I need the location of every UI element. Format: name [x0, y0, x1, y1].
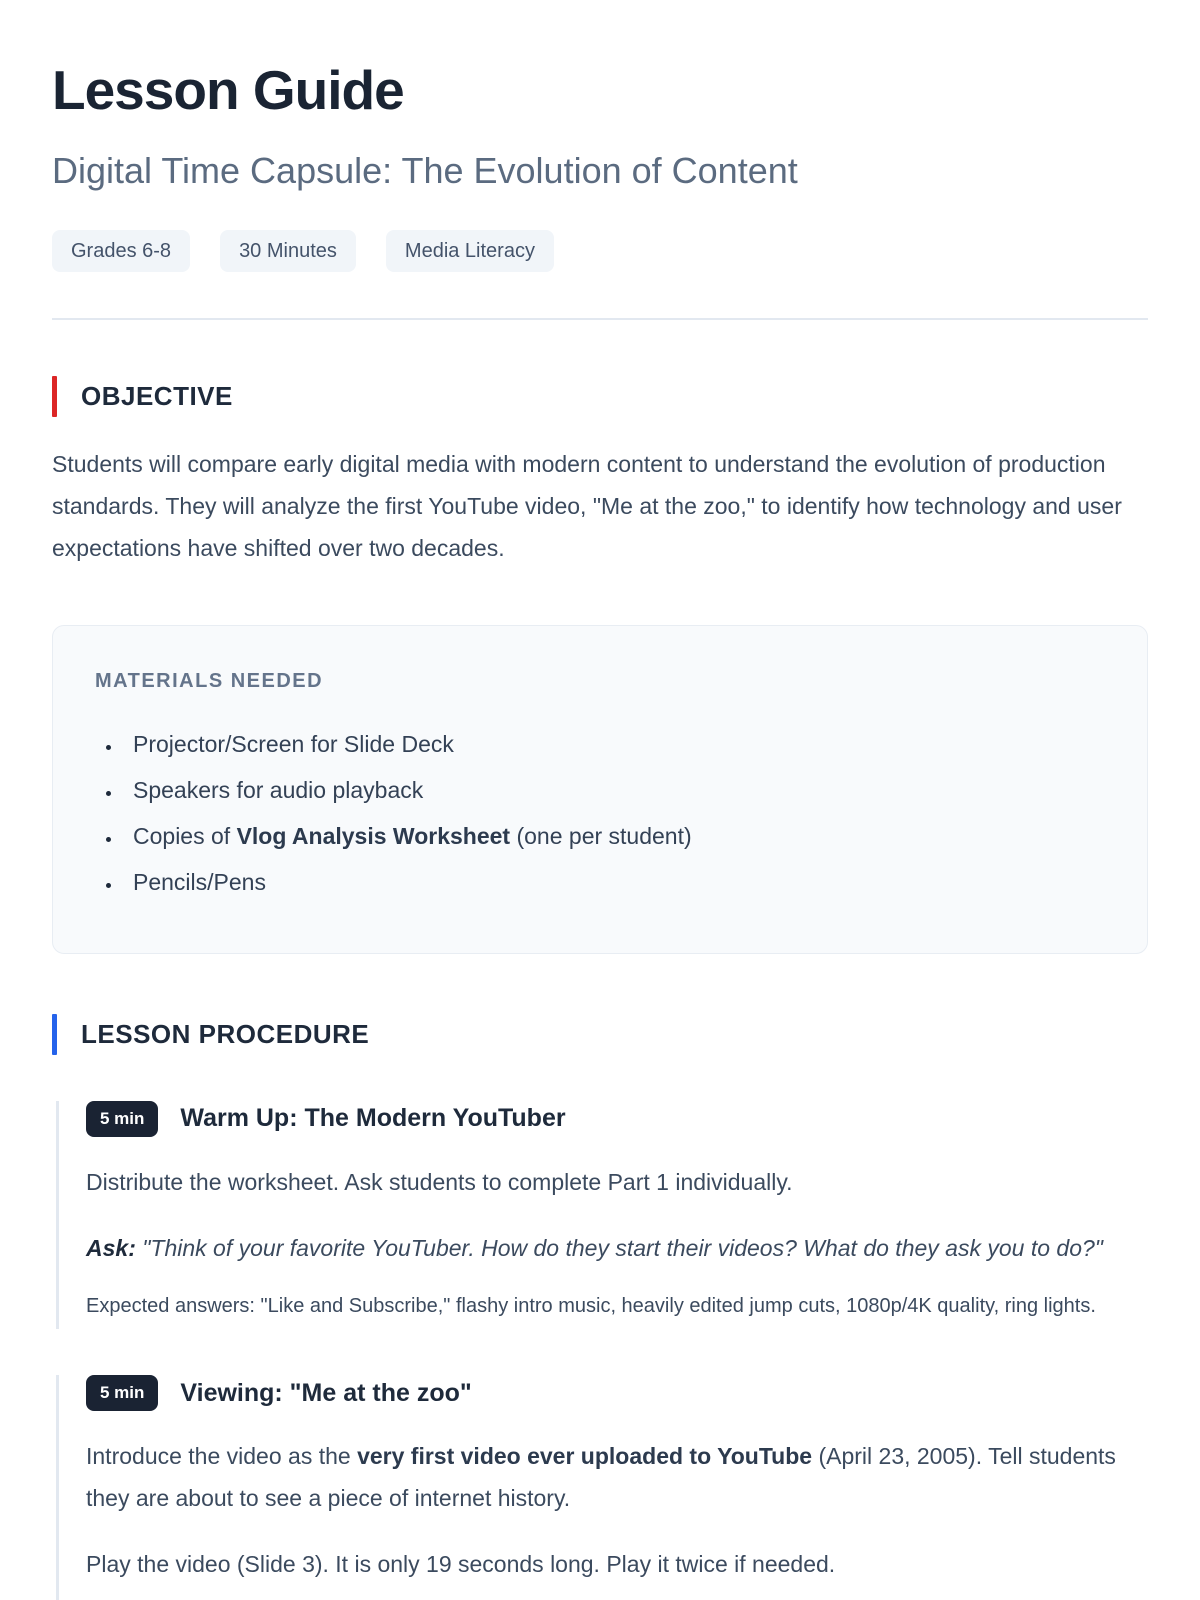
- objective-section-heading: [52, 376, 1148, 417]
- materials-item: • Copies of Vlog Analysis Worksheet (one per student): [123, 813, 1105, 859]
- step-header: [86, 1375, 1148, 1411]
- materials-list: [95, 721, 1105, 905]
- badge-duration: 30 Minutes: [220, 230, 356, 272]
- step-paragraph: Introduce the video as the very first video ever uploaded to YouTube (April 23, 2005). Tell students they are about to see a piece of internet history.: [86, 1443, 1116, 1512]
- duration-badge: 5 min: [86, 1375, 158, 1411]
- step-title: Warm Up: The Modern YouTuber: [180, 1104, 566, 1133]
- lesson-subtitle: Digital Time Capsule: The Evolution of Content: [52, 149, 798, 191]
- step-header: [86, 1101, 1148, 1137]
- materials-heading: MATERIALS NEEDED: [95, 669, 324, 692]
- blue-accent-bar: [52, 1014, 57, 1055]
- procedure-heading: LESSON PROCEDURE: [81, 1018, 370, 1049]
- step-paragraph: Play the video (Slide 3). It is only 19 seconds long. Play it twice if needed.: [86, 1551, 836, 1578]
- objective-text: Students will compare early digital media with modern content to understand the evolution of production standards. They will analyze the first YouTube video, "Me at the zoo," to identify how technology and user expectations have shifted over two decades.: [52, 450, 1122, 561]
- materials-item: • Speakers for audio playback: [123, 767, 1105, 813]
- step-title: Viewing: "Me at the zoo": [180, 1378, 472, 1407]
- procedure-step-viewing: [56, 1375, 1148, 1600]
- materials-item: • Pencils/Pens: [123, 859, 1105, 905]
- header-divider: [52, 318, 1148, 320]
- ask-prompt: Ask: "Think of your favorite YouTuber. How do they start their videos? What do they ask you to do?": [86, 1235, 1103, 1262]
- red-accent-bar: [52, 376, 57, 417]
- badge-subject: Media Literacy: [386, 230, 554, 272]
- materials-box: [52, 625, 1148, 954]
- page-title: Lesson Guide: [52, 59, 404, 121]
- objective-heading: OBJECTIVE: [81, 380, 233, 411]
- procedure-section-heading: [52, 1014, 1148, 1055]
- duration-badge: 5 min: [86, 1101, 158, 1137]
- step-paragraph: Distribute the worksheet. Ask students to complete Part 1 individually.: [86, 1169, 793, 1196]
- expected-answers-note: Expected answers: "Like and Subscribe," flashy intro music, heavily edited jump cuts, 1080p/4K quality, ring lights.: [86, 1295, 1096, 1318]
- materials-item: • Projector/Screen for Slide Deck: [123, 721, 1105, 767]
- meta-badges: [52, 230, 1148, 272]
- badge-grades: Grades 6-8: [52, 230, 190, 272]
- procedure-step-warm-up: [56, 1101, 1148, 1329]
